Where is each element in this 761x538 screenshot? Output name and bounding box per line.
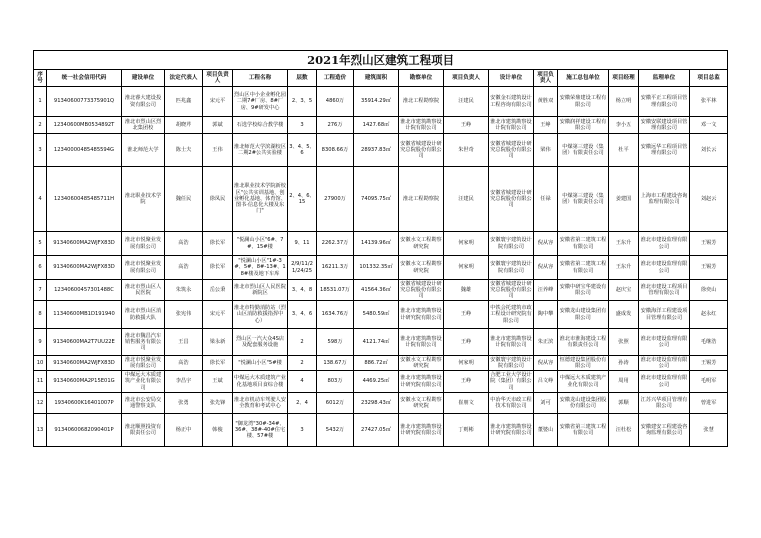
table-cell: 杨正中 xyxy=(165,414,203,447)
table-cell: 9 xyxy=(34,329,47,356)
header-cell: 项目总监 xyxy=(690,70,728,87)
table-cell: 5 xyxy=(34,232,47,256)
table-cell: 2262.37万 xyxy=(317,232,354,256)
table-cell: 安徽安联建设项目管理有限公司 xyxy=(639,117,690,134)
table-cell: 刘赵云 xyxy=(690,167,728,232)
table-cell: 91340600MA2T7UU22E xyxy=(47,329,122,356)
table-cell: 张勇 xyxy=(165,393,203,414)
table-cell: 13 xyxy=(34,414,47,447)
table-cell: 101332.35㎡ xyxy=(354,256,399,280)
table-cell: 丁则彬 xyxy=(444,414,489,447)
table-cell: 赵庆宝 xyxy=(609,280,639,301)
table-cell: 孙涛 xyxy=(609,356,639,371)
table-cell: 淮北职业技术学院新校区"公共实训基地、创业孵化基地、体育馆、图书·信息化大楼及东门" xyxy=(233,167,288,232)
table-cell: 5432万 xyxy=(317,414,354,447)
header-cell: 项目负责人 xyxy=(444,70,489,87)
table-cell: 16211.3万 xyxy=(317,256,354,280)
table-cell: 23298.43㎡ xyxy=(354,393,399,414)
table-cell: 岳公秉 xyxy=(203,280,233,301)
table-row xyxy=(34,329,728,356)
table-cell: 倪从容 xyxy=(534,256,558,280)
table-cell: 27900万 xyxy=(317,167,354,232)
table-cell: 淮北市烈山区烈北集团校 xyxy=(122,117,165,134)
table-cell: 高浩 xyxy=(165,356,203,371)
table-cell: 91340600MA2WJFX83D xyxy=(47,232,122,256)
table-cell: 2 xyxy=(288,356,317,371)
table-cell: 梁伟 xyxy=(534,134,558,167)
table-cell: 淮北市建设监理有限公司 xyxy=(639,329,690,356)
table-cell: 12340600485485711H xyxy=(47,167,122,232)
table-cell: 倪从容 xyxy=(534,232,558,256)
table-cell: 淮北市悦聚业发展有限公司 xyxy=(122,356,165,371)
table-cell: 安徽水文工程勘察研究院 xyxy=(399,256,444,280)
table-cell: 8 xyxy=(34,301,47,329)
table-cell: 曾进军 xyxy=(690,393,728,414)
header-cell: 统一社会信用代码 xyxy=(47,70,122,87)
table-cell: 毛继浩 xyxy=(690,329,728,356)
table-cell: 何家明 xyxy=(444,256,489,280)
table-cell: 安徽省城建设计研究总院股份有限公司 xyxy=(489,167,534,232)
table-cell: 徐长军 xyxy=(203,232,233,256)
table-cell: 28937.83㎡ xyxy=(354,134,399,167)
table-cell: 李昌宇 xyxy=(165,371,203,393)
table-cell: 598万 xyxy=(317,329,354,356)
header-cell: 建筑面积 xyxy=(354,70,399,87)
table-cell: 淮北工程勘察院 xyxy=(399,167,444,232)
table-cell: 王峥 xyxy=(444,117,489,134)
table-cell: 恒德建设集团股份有限公司 xyxy=(558,356,609,371)
table-row xyxy=(34,256,728,280)
table-cell: 陈士夫 xyxy=(165,134,203,167)
table-cell: 安徽远华工程项目管理有限公司 xyxy=(639,134,690,167)
table-cell: 淮北市公安局交通警察支队 xyxy=(122,393,165,414)
table-cell: 杜平 xyxy=(609,134,639,167)
table-cell: 中铁会托建筑市政工程设计研究院有限公司 xyxy=(489,301,534,329)
table-cell: 徐长军 xyxy=(203,356,233,371)
table-cell: 1427.68㎡ xyxy=(354,117,399,134)
table-cell: 41564.36㎡ xyxy=(354,280,399,301)
table-cell: 淮北市魏昌汽车销售服务有限公司 xyxy=(122,329,165,356)
table-cell: 梁永新 xyxy=(203,329,233,356)
table-cell: 12340600MB0534892T xyxy=(47,117,122,134)
table-cell: 安徽寰宇建筑设计院有限公司 xyxy=(489,232,534,256)
table-cell: 王峥 xyxy=(534,117,558,134)
table-cell: 王锡芳 xyxy=(690,356,728,371)
table-cell: 吕文峥 xyxy=(534,371,558,393)
table-cell: 淮北市建筑勘察设计研究院有限公司 xyxy=(489,414,534,447)
table-cell: 138.67万 xyxy=(317,356,354,371)
table-cell: 烈山区一汽大众4S店及配套服务设施 xyxy=(233,329,288,356)
table-cell: 1 xyxy=(34,87,47,117)
header-cell: 项目负责人 xyxy=(203,70,233,87)
table-cell: 安徽龙山建设集团有限公司 xyxy=(558,301,609,329)
table-cell: 7 xyxy=(34,280,47,301)
table-cell: 安徽水文工程勘察研究院 xyxy=(400,356,442,369)
table-cell: 安徽龙山建设集团股份有限公司 xyxy=(558,393,609,414)
table-cell: 27427.05㎡ xyxy=(354,414,399,447)
table-cell: 安徽水文工程勘察研究院 xyxy=(399,232,444,256)
table-cell: 胡晓芹 xyxy=(165,117,203,134)
table-cell: 安徽省城建设计研究总院股份有限公司 xyxy=(490,280,532,300)
table-cell: 刘长云 xyxy=(690,134,728,167)
header-cell: 施工总包单位 xyxy=(558,70,609,87)
table-cell: 王斌 xyxy=(203,371,233,393)
table-cell: 匹兆鑫 xyxy=(165,87,203,117)
table-cell: 11 xyxy=(34,371,47,393)
table-cell: 11340600MB1D191940 xyxy=(47,301,122,329)
table-cell: 合肥工业大学设计院（集团）有限公司 xyxy=(490,372,532,391)
table-cell: 安徽寰宇建筑设计院有限公司 xyxy=(489,256,534,280)
table-cell: 王东升 xyxy=(609,232,639,256)
table-cell: "悦澜山小区"1#-3#、5#、8#-13#、18#楼及地下车库 xyxy=(233,256,288,280)
table-cell: 19340600K16401007P xyxy=(47,393,122,414)
table-cell: 上海市工程建设咨询监理有限公司 xyxy=(639,167,690,232)
table-cell: 王锡芳 xyxy=(690,256,728,280)
table-cell: 91340600MA2P15E01G xyxy=(47,371,122,393)
table-cell: 魏任民 xyxy=(165,167,203,232)
header-cell: 工程名称 xyxy=(233,70,288,87)
table-cell: 淮北睿大建设投资有限公司 xyxy=(122,87,165,117)
table-row xyxy=(34,280,728,301)
table-cell: 2、4、6、15 xyxy=(288,167,317,232)
table-cell: 安徽金石建筑设计工程咨询有限公司 xyxy=(489,87,534,117)
table-row xyxy=(34,134,728,167)
table-cell: 朱正滨 xyxy=(534,329,558,356)
table-cell: 王峥 xyxy=(444,329,489,356)
table-cell: 安徽省第三建筑工程有限公司 xyxy=(558,414,609,447)
header-cell: 工程造价 xyxy=(317,70,354,87)
table-cell: 淮北市建筑勘察设计院有限公司 xyxy=(399,117,444,134)
table-cell: "御龙湾"30#-34#、36#、38#-40#住宅楼、57#楼 xyxy=(233,414,288,447)
table-cell: 安徽寰宇建筑设计院有限公司 xyxy=(490,356,532,369)
table-cell: 王昌 xyxy=(165,329,203,356)
header-cell: 序号 xyxy=(34,70,47,87)
table-cell: 35914.29㎡ xyxy=(354,87,399,117)
table-cell: 18531.07万 xyxy=(317,280,354,301)
table-cell: 淮北师范大学 xyxy=(122,134,165,167)
table-cell: 淮北市建设监理有限公司 xyxy=(639,356,690,371)
table-cell: 淮北市建设监理有限公司 xyxy=(639,232,690,256)
table-cell: 4121.74㎡ xyxy=(354,329,399,356)
table-cell: 安徽省城建设计研究总院股份有限公司 xyxy=(489,134,534,167)
title-row xyxy=(34,51,728,70)
table-cell: 12340000485485594G xyxy=(47,134,122,167)
header-row xyxy=(34,70,728,87)
table-cell: 淮北市建设工程项目管理有限公司 xyxy=(639,280,690,301)
table-cell: 郭斌 xyxy=(203,117,233,134)
table-cell: 任禄 xyxy=(534,167,558,232)
table-cell: 毛明军 xyxy=(690,371,728,393)
table-cell: 淮北市建筑勘察设计院有限公司 xyxy=(399,329,444,356)
header-cell: 法定代表人 xyxy=(165,70,203,87)
table-cell: 74095.75㎡ xyxy=(354,167,399,232)
project-table xyxy=(33,50,728,447)
table-cell: 何家明 xyxy=(444,232,489,256)
table-cell: 2、3、5 xyxy=(288,87,317,117)
table-cell: 91340600682090401P xyxy=(47,414,122,447)
header-cell: 勘察单位 xyxy=(399,70,444,87)
table-cell: 朱筑永 xyxy=(165,280,203,301)
table-cell: 安徽中研宝华建设有限公司 xyxy=(558,280,609,301)
table-cell: 中煤第三建设（集团）有限责任公司 xyxy=(558,167,609,232)
table-row xyxy=(34,393,728,414)
table-cell: 9、11 xyxy=(288,232,317,256)
table-cell: 91340600MA2WJFX83D xyxy=(47,356,122,371)
table-cell: 淮北市烈山区人民医院 xyxy=(122,280,165,301)
table-cell: 宋元平 xyxy=(203,301,233,329)
table-cell: 高浩 xyxy=(165,232,203,256)
table-cell: 4860万 xyxy=(317,87,354,117)
table-cell: 淮北市建设监理有限公司 xyxy=(639,256,690,280)
table-cell: 淮北市悦聚业发展有限公司 xyxy=(122,256,165,280)
table-cell: 8308.66万 xyxy=(317,134,354,167)
table-cell: 2 xyxy=(288,329,317,356)
table-cell: 烈山区中小企业孵化园二期7#厂房、8#厂房、9#研发中心 xyxy=(233,87,288,117)
table-cell: 2、4 xyxy=(288,393,317,414)
table-cell: 陶中攀 xyxy=(534,301,558,329)
table-cell: 淮北市建筑勘察设计院有限公司 xyxy=(489,117,534,134)
table-cell: 803万 xyxy=(317,371,354,393)
table-cell: 赵永红 xyxy=(690,301,728,329)
table-row xyxy=(34,87,728,117)
table-cell: 高浩 xyxy=(165,256,203,280)
table-cell: 淮北市建设监理有限公司 xyxy=(639,371,690,393)
table-cell: 杨立明 xyxy=(609,87,639,117)
table-cell: 朱世奇 xyxy=(444,134,489,167)
table-cell: 安徽建安工程建设咨询监理有限公司 xyxy=(639,414,690,447)
table-cell: 886.72㎡ xyxy=(354,356,399,371)
header-cell: 建设单位 xyxy=(122,70,165,87)
table-cell: 中冶华天市政工程技术有限公司 xyxy=(489,393,534,414)
table-cell: 安徽省第二建筑工程有限公司 xyxy=(558,232,609,256)
table-cell: 中煤远大木质建筑产业化有限公司 xyxy=(558,371,609,393)
header-cell: 项目经理 xyxy=(609,70,639,87)
table-cell: 中煤第三建设（集团）有限责任公司 xyxy=(558,134,609,167)
table-cell: 2 xyxy=(34,117,47,134)
table-cell: 王峥 xyxy=(444,371,489,393)
table-cell: 王伟 xyxy=(203,134,233,167)
table-cell: 安徽海洋工程建设项目管理有限公司 xyxy=(639,301,690,329)
table-cell: 淮北市特勤消防站（烈山区消防救援指挥中心） xyxy=(233,301,288,329)
table-cell: 安徽省城建设计研究总院股份有限公司 xyxy=(400,280,442,300)
table-cell: 汪养峰 xyxy=(534,280,558,301)
table-row xyxy=(34,167,728,232)
header-cell: 项目负责人 xyxy=(534,70,558,87)
table-cell: 邓一文 xyxy=(690,117,728,134)
table-cell: 安徽荣鼎建设工程有限公司 xyxy=(558,87,609,117)
table-cell: 淮北市烈山区人民医院新院区 xyxy=(233,280,288,301)
table-row xyxy=(34,301,728,329)
table-cell: "悦澜山小区"6#、7#、15#楼 xyxy=(233,232,288,256)
table-cell: 中煤远大木质建筑产业化基地项目食综合楼 xyxy=(233,371,288,393)
table-cell: 郭顺 xyxy=(609,393,639,414)
table-row xyxy=(34,371,728,393)
table-cell: 3、4、8 xyxy=(288,280,317,301)
table-cell: 3 xyxy=(288,117,317,134)
table-cell: 91340600MA2WJFX83D xyxy=(47,256,122,280)
table-cell: 3、4、6 xyxy=(288,301,317,329)
table-cell: 张宪伟 xyxy=(165,301,203,329)
table-cell: 淮北市淮海建设工程有限责任公司 xyxy=(558,329,609,356)
table-cell: 宋元平 xyxy=(203,87,233,117)
table-cell: 董婆山 xyxy=(534,414,558,447)
table-cell: 安徽水文工程勘察研究院 xyxy=(399,393,444,414)
table-cell: 魏雄 xyxy=(444,280,489,301)
table-cell: 6012万 xyxy=(317,393,354,414)
table-cell: 倪从容 xyxy=(534,356,558,371)
table-cell: 中煤远大木质建筑产业化有限公司 xyxy=(122,371,165,393)
table-cell: 安徽省城建设计研究总院股份有限公司 xyxy=(399,134,444,167)
table-cell: 淮北市机动车驾驶人安全教育和考试中心 xyxy=(233,393,288,414)
table-cell: 王东升 xyxy=(609,256,639,280)
table-cell: 3、4、5、6 xyxy=(288,134,317,167)
table-cell: 姜建国 xyxy=(609,167,639,232)
table-cell: 汪建民 xyxy=(444,167,489,232)
table-cell: 10 xyxy=(34,356,47,371)
table-cell: 4 xyxy=(288,371,317,393)
header-cell: 设计单位 xyxy=(489,70,534,87)
table-cell: 淮北顺照投资有限责任公司 xyxy=(122,414,165,447)
table-cell: 淮北市建筑勘察设计研究院有限公司 xyxy=(399,371,444,393)
table-cell: 淮北工程勘察院 xyxy=(399,87,444,117)
table-cell: 6 xyxy=(34,256,47,280)
table-cell: 王锡芳 xyxy=(690,232,728,256)
table-cell: 1634.76万 xyxy=(317,301,354,329)
table-cell: 崔朋文 xyxy=(444,393,489,414)
table-cell: 淮北市建筑勘察设计研究院有限公司 xyxy=(399,414,444,447)
table-cell: 91340600773375901Q xyxy=(47,87,122,117)
table-cell: 4469.25㎡ xyxy=(354,371,399,393)
table-cell: 石选学校综合教学楼 xyxy=(233,117,288,134)
table-row xyxy=(34,356,728,371)
table-cell: 2/9/11/21/24/25 xyxy=(288,256,317,280)
table-cell: 安徽润祥建设工程有限公司 xyxy=(558,117,609,134)
table-row xyxy=(34,232,728,256)
header-cell: 层数 xyxy=(288,70,317,87)
table-cell: 淮北师范大学滨湖校区二期2#公共实验楼 xyxy=(233,134,288,167)
table-cell: 李小五 xyxy=(609,117,639,134)
table-cell: 王峥 xyxy=(444,301,489,329)
table-cell: 12 xyxy=(34,393,47,414)
table-cell: 276万 xyxy=(317,117,354,134)
header-cell: 监理单位 xyxy=(639,70,690,87)
table-cell: 张先锋 xyxy=(203,393,233,414)
table-row xyxy=(34,414,728,447)
table-row xyxy=(34,117,728,134)
table-cell: 汪建民 xyxy=(444,87,489,117)
table-cell: 周用 xyxy=(609,371,639,393)
table-cell: 张平林 xyxy=(690,87,728,117)
table-cell: 黄胜双 xyxy=(534,87,558,117)
table-cell: 3 xyxy=(288,414,317,447)
table-cell: 张照 xyxy=(609,329,639,356)
table-cell: 5480.59㎡ xyxy=(354,301,399,329)
table-cell: 安徽省第二建筑工程有限公司 xyxy=(558,256,609,280)
project-sheet xyxy=(33,50,727,447)
table-cell: 徐长军 xyxy=(203,256,233,280)
table-cell: 淮北市建筑勘察设计研究院有限公司 xyxy=(399,301,444,329)
table-cell: 12340600457301488C xyxy=(47,280,122,301)
table-cell: 3 xyxy=(34,134,47,167)
table-cell: 4 xyxy=(34,167,47,232)
table-cell: 淮北市悦聚业发展有限公司 xyxy=(122,232,165,256)
table-cell: 徐奕山 xyxy=(690,280,728,301)
table-cell: 何家明 xyxy=(444,356,489,371)
table-cell: 徐凤民 xyxy=(203,167,233,232)
table-cell: 江苏兴华项目管理有限公司 xyxy=(639,393,690,414)
table-cell: 盛成发 xyxy=(609,301,639,329)
table-cell: 韩俊 xyxy=(203,414,233,447)
table-cell: 张慧 xyxy=(690,414,728,447)
table-cell: 淮北市建筑勘察设计院有限公司 xyxy=(489,329,534,356)
table-cell: 安徽平正工程项目管理有限公司 xyxy=(639,87,690,117)
table-cell: 14139.96㎡ xyxy=(354,232,399,256)
table-cell: 淮北职业技术学院 xyxy=(122,167,165,232)
table-cell: 淮北市烈山区消防救援大队 xyxy=(122,301,165,329)
table-cell: 刘可 xyxy=(534,393,558,414)
table-cell: "悦澜山小区"5#楼 xyxy=(233,356,288,371)
sheet-title: 2021年烈山区建筑工程项目 xyxy=(34,51,728,70)
table-cell: 汪杜松 xyxy=(609,414,639,447)
